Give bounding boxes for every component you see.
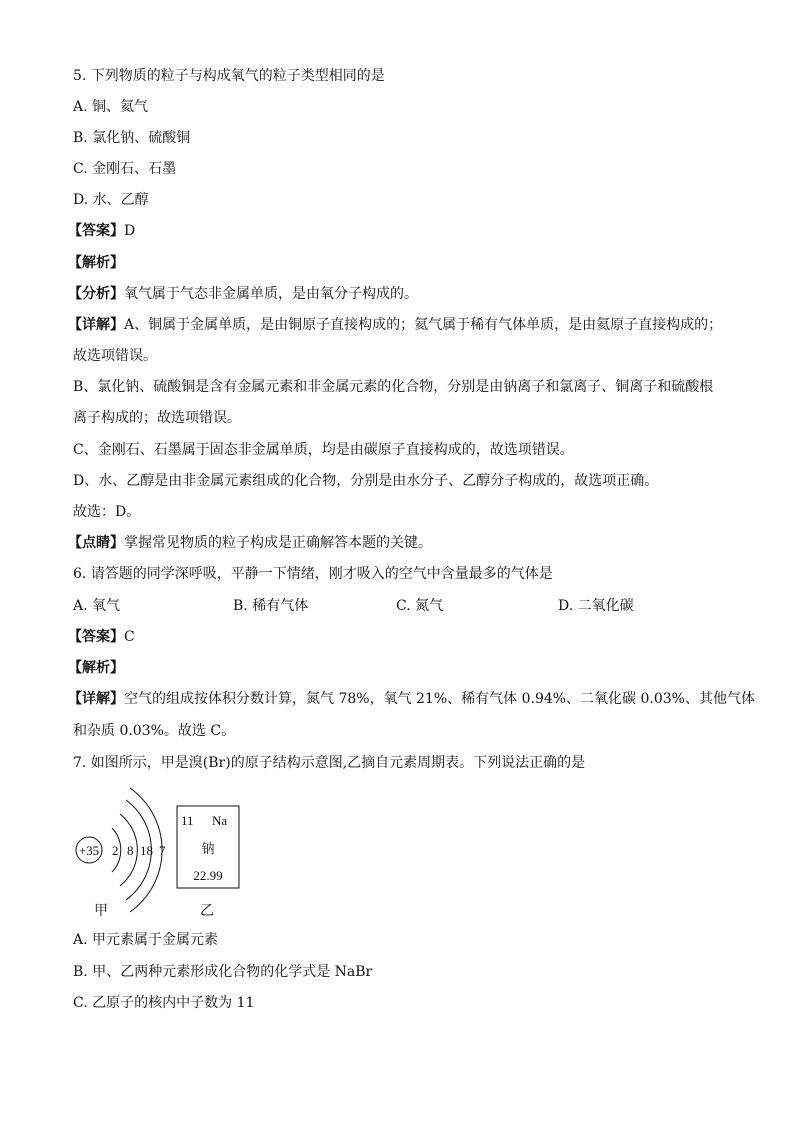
q5-analysis-line	[68, 253, 734, 273]
q5-detail-line-6: D、水、乙醇是由非金属元素组成的化合物，分别是由水分子、乙醇分子构成的，故选项正确。	[73, 473, 659, 489]
label-jia: 甲	[94, 904, 108, 919]
q7-option-b: B. 甲、乙两种元素形成化合物的化学式是 NaBr	[73, 964, 373, 980]
element-mass: 22.99	[193, 868, 223, 883]
q6-option-b: B. 稀有气体	[233, 598, 309, 614]
q5-detail-tag: 【详解】	[68, 317, 124, 333]
q5-stem: 5. 下列物质的粒子与构成氧气的粒子类型相同的是	[73, 68, 385, 84]
q5-option-b: B. 氯化钠、硫酸铜	[73, 130, 191, 146]
q5-detail-line-3: B、氯化钠、硫酸铜是含有金属元素和非金属元素的化合物，分别是由钠离子和氯离子、铜离子和硫酸根	[73, 379, 714, 395]
q5-detail-line-7: 故选：D。	[73, 504, 141, 520]
q5-detail-line-5: C、金刚石、石墨属于固态非金属单质，均是由碳原子直接构成的，故选项错误。	[73, 442, 574, 458]
q6-analysis-tag: 【解析】	[68, 660, 124, 676]
q5-detail-line-2: 故选项错误。	[73, 348, 157, 364]
q5-fenxi: 氧气属于气态非金属单质，是由氧分子构成的。	[124, 286, 418, 302]
q5-answer-tag: 【答案】	[68, 223, 124, 239]
q5-tip-line	[68, 533, 734, 553]
q6-option-d: D. 二氧化碳	[558, 598, 634, 614]
element-name: 钠	[201, 841, 215, 856]
q5-option-d: D. 水、乙醇	[73, 192, 149, 208]
q6-answer-line	[68, 627, 734, 647]
q7-option-a: A. 甲元素属于金属元素	[73, 932, 219, 948]
q5-fenxi-tag: 【分析】	[68, 286, 124, 302]
nucleus-charge: +35	[78, 843, 100, 858]
q6-stem: 6. 请答题的同学深呼吸，平静一下情绪，刚才吸入的空气中含量最多的气体是	[73, 566, 553, 582]
q6-answer: C	[124, 629, 135, 645]
electron-count-4: 7	[159, 843, 166, 858]
electron-count-2: 8	[127, 843, 134, 858]
element-number: 11	[181, 813, 194, 828]
q5-fenxi-line	[68, 284, 734, 304]
q5-detail-text-1: A、铜属于金属单质，是由铜原子直接构成的；氦气属于稀有气体单质，是由氦原子直接构成的；	[124, 317, 723, 333]
q5-tip-tag: 【点睛】	[68, 535, 124, 551]
q5-analysis-tag: 【解析】	[68, 255, 124, 271]
q6-answer-tag: 【答案】	[68, 629, 124, 645]
q5-answer-line	[68, 221, 734, 241]
q6-detail-tag: 【详解】	[68, 691, 124, 707]
label-yi: 乙	[200, 904, 214, 919]
q6-detail-text-1: 空气的组成按体积分数计算，氮气 78%，氧气 21%、稀有气体 0.94%、二氧化碳 0.03%、其他气体	[124, 691, 755, 707]
q5-detail-line-1	[68, 315, 734, 335]
q5-tip: 掌握常见物质的粒子构成是正确解答本题的关键。	[124, 535, 432, 551]
q6-detail-line-2: 和杂质 0.03%。故选 C。	[73, 723, 236, 739]
q5-answer: D	[124, 223, 136, 239]
electron-count-3: 18	[140, 843, 153, 858]
q5-detail-line-4: 离子构成的；故选项错误。	[73, 410, 241, 426]
q6-detail-line-1	[68, 689, 755, 709]
q6-option-a: A. 氧气	[73, 598, 121, 614]
q7-figure	[70, 780, 270, 925]
q7-option-c: C. 乙原子的核内中子数为 11	[73, 995, 255, 1011]
element-symbol: Na	[212, 813, 228, 828]
electron-count-1: 2	[112, 843, 119, 858]
q7-stem: 7. 如图所示，甲是溴(Br)的原子结构示意图,乙摘自元素周期表。下列说法正确的是	[73, 755, 586, 771]
q5-option-c: C. 金刚石、石墨	[73, 161, 177, 177]
q6-analysis-line	[68, 658, 734, 678]
q5-option-a: A. 铜、氦气	[73, 99, 149, 115]
q6-option-c: C. 氮气	[396, 598, 444, 614]
